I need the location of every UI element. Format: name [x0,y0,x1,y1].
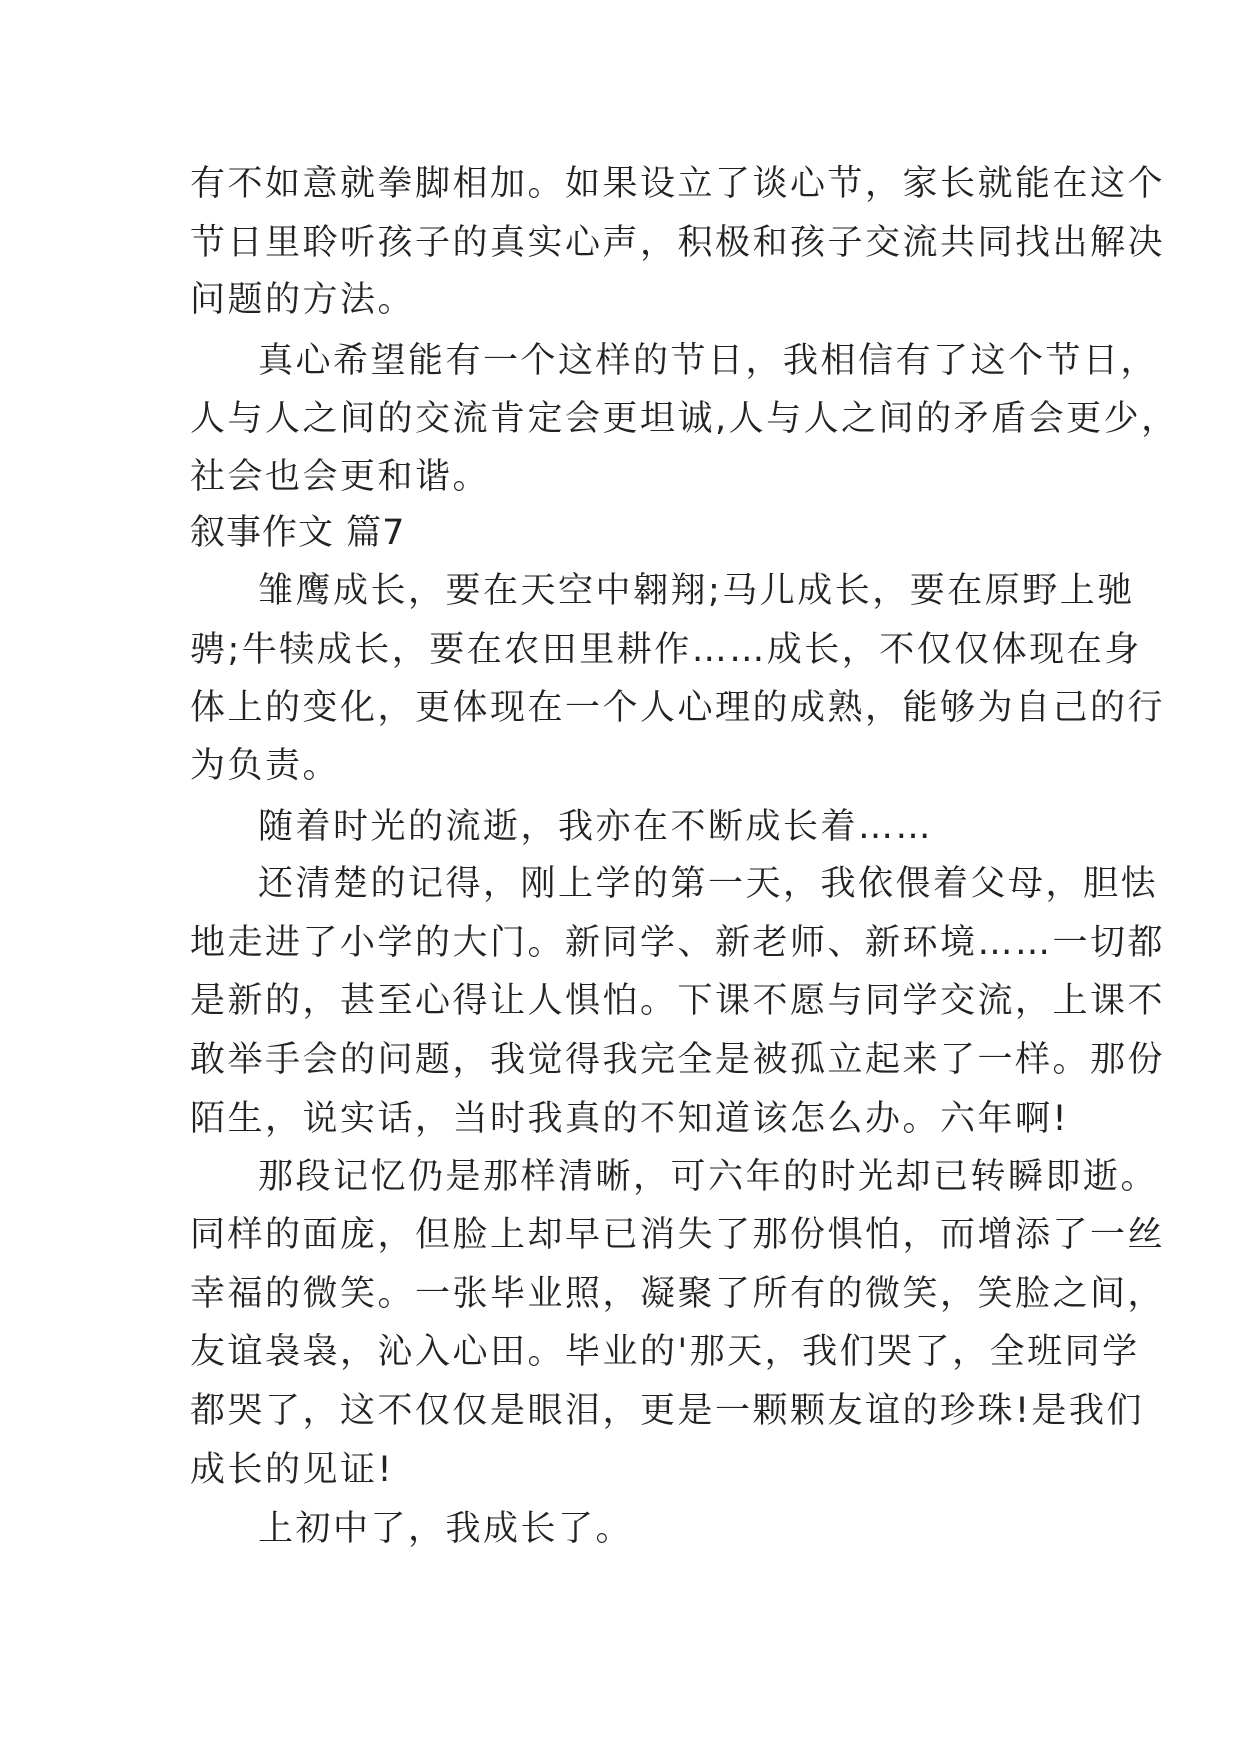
text-line: 幸福的微笑。一张毕业照，凝聚了所有的微笑，笑脸之间， [190,1274,1166,1314]
text-line: 都哭了，这不仅仅是眼泪，更是一颗颗友谊的珍珠!是我们 [190,1391,1145,1431]
text-line: 体上的变化，更体现在一个人心理的成熟，能够为自己的行 [190,688,1166,728]
text-line: 同样的面庞，但脸上却早已消失了那份惧怕，而增添了一丝 [190,1215,1166,1255]
paragraph-first-line: 随着时光的流逝，我亦在不断成长着…… [258,807,934,847]
paragraph-first-line: 那段记忆仍是那样清晰，可六年的时光却已转瞬即逝。 [258,1157,1159,1197]
text-line: 友谊袅袅，沁入心田。毕业的'那天，我们哭了，全班同学 [190,1332,1140,1372]
text-line: 问题的方法。 [190,280,416,320]
paragraph-first-line: 雏鹰成长，要在天空中翱翔;马儿成长，要在原野上驰 [258,571,1135,611]
text-line: 陌生，说实话，当时我真的不知道该怎么办。六年啊! [190,1099,1070,1139]
text-line: 成长的见证! [190,1450,395,1490]
paragraph-first-line: 还清楚的记得，刚上学的第一天，我依偎着父母，胆怯 [258,864,1159,904]
text-line: 为负责。 [190,746,341,786]
text-line: 社会也会更和谐。 [190,457,491,497]
text-line: 节日里聆听孩子的真实心声，积极和孩子交流共同找出解决 [190,223,1166,263]
text-line: 有不如意就拳脚相加。如果设立了谈心节，家长就能在这个 [190,164,1166,204]
section-heading: 叙事作文 篇7 [190,513,406,553]
text-line: 人与人之间的交流肯定会更坦诚,人与人之间的矛盾会更少， [190,399,1179,439]
paragraph-first-line: 真心希望能有一个这样的节日，我相信有了这个节日， [258,341,1159,381]
text-line: 是新的，甚至心得让人惧怕。下课不愿与同学交流，上课不 [190,981,1166,1021]
text-line: 敢举手会的问题，我觉得我完全是被孤立起来了一样。那份 [190,1040,1166,1080]
text-line: 骋;牛犊成长，要在农田里耕作……成长，不仅仅体现在身 [190,630,1142,670]
paragraph-first-line: 上初中了，我成长了。 [258,1509,634,1549]
text-line: 地走进了小学的大门。新同学、新老师、新环境……一切都 [190,923,1166,963]
